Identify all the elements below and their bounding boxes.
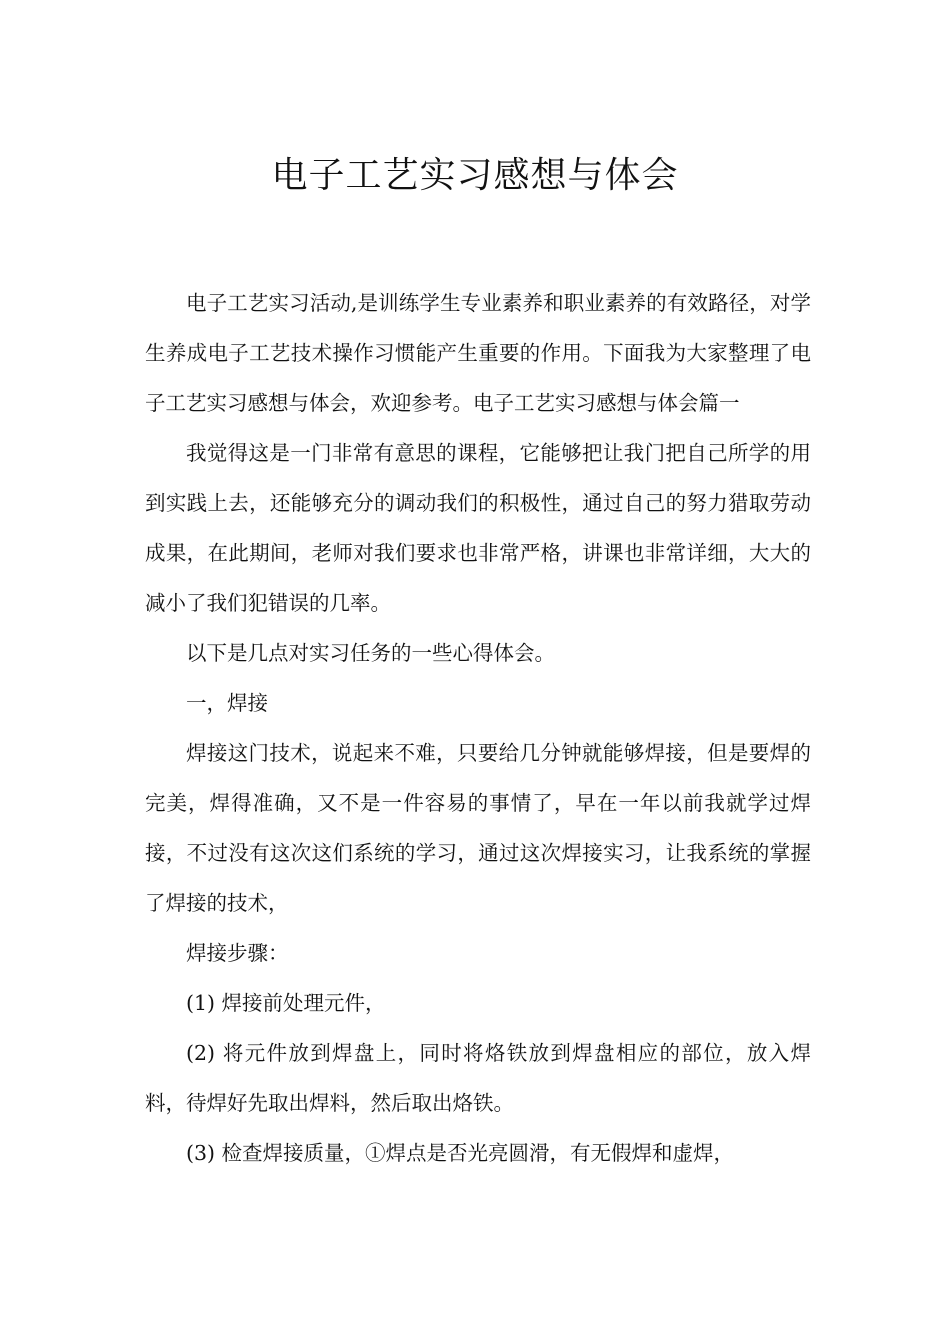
document-body	[145, 278, 811, 1178]
paragraph-welding: 焊接这门技术，说起来不难，只要给几分钟就能够焊接，但是要焊的完美，焊得准确，又不是一件容易的事情了，早在一年以前我就学过焊接，不过没有这次这们系统的学习，通过这次焊接实习，让我系统的掌握了焊接的技术，	[145, 741, 811, 915]
list-item-step-1: (1) 焊接前处理元件，	[186, 991, 386, 1015]
paragraph-welding-steps-heading: 焊接步骤：	[186, 941, 289, 965]
section-heading-welding: 一，焊接	[186, 691, 268, 715]
paragraph-summary-lead: 以下是几点对实习任务的一些心得体会。	[186, 641, 555, 665]
paragraph-reflection: 我觉得这是一门非常有意思的课程，它能够把让我门把自己所学的用到实践上去，还能够充分的调动我们的积极性，通过自己的努力猎取劳动成果，在此期间，老师对我们要求也非常严格，讲课也非常详细，大大的减小了我们犯错误的几率。	[145, 441, 811, 615]
document-title: 电子工艺实习感想与体会	[271, 155, 679, 197]
list-item-step-2: (2) 将元件放到焊盘上，同时将烙铁放到焊盘相应的部位，放入焊料，待焊好先取出焊料，然后取出烙铁。	[145, 1041, 811, 1115]
list-item-step-3: (3) 检查焊接质量，①焊点是否光亮圆滑，有无假焊和虚焊，	[186, 1141, 735, 1165]
paragraph-intro: 电子工艺实习活动,是训练学生专业素养和职业素养的有效路径，对学生养成电子工艺技术操作习惯能产生重要的作用。下面我为大家整理了电子工艺实习感想与体会，欢迎参考。电子工艺实习感想与体会篇一	[145, 291, 811, 415]
